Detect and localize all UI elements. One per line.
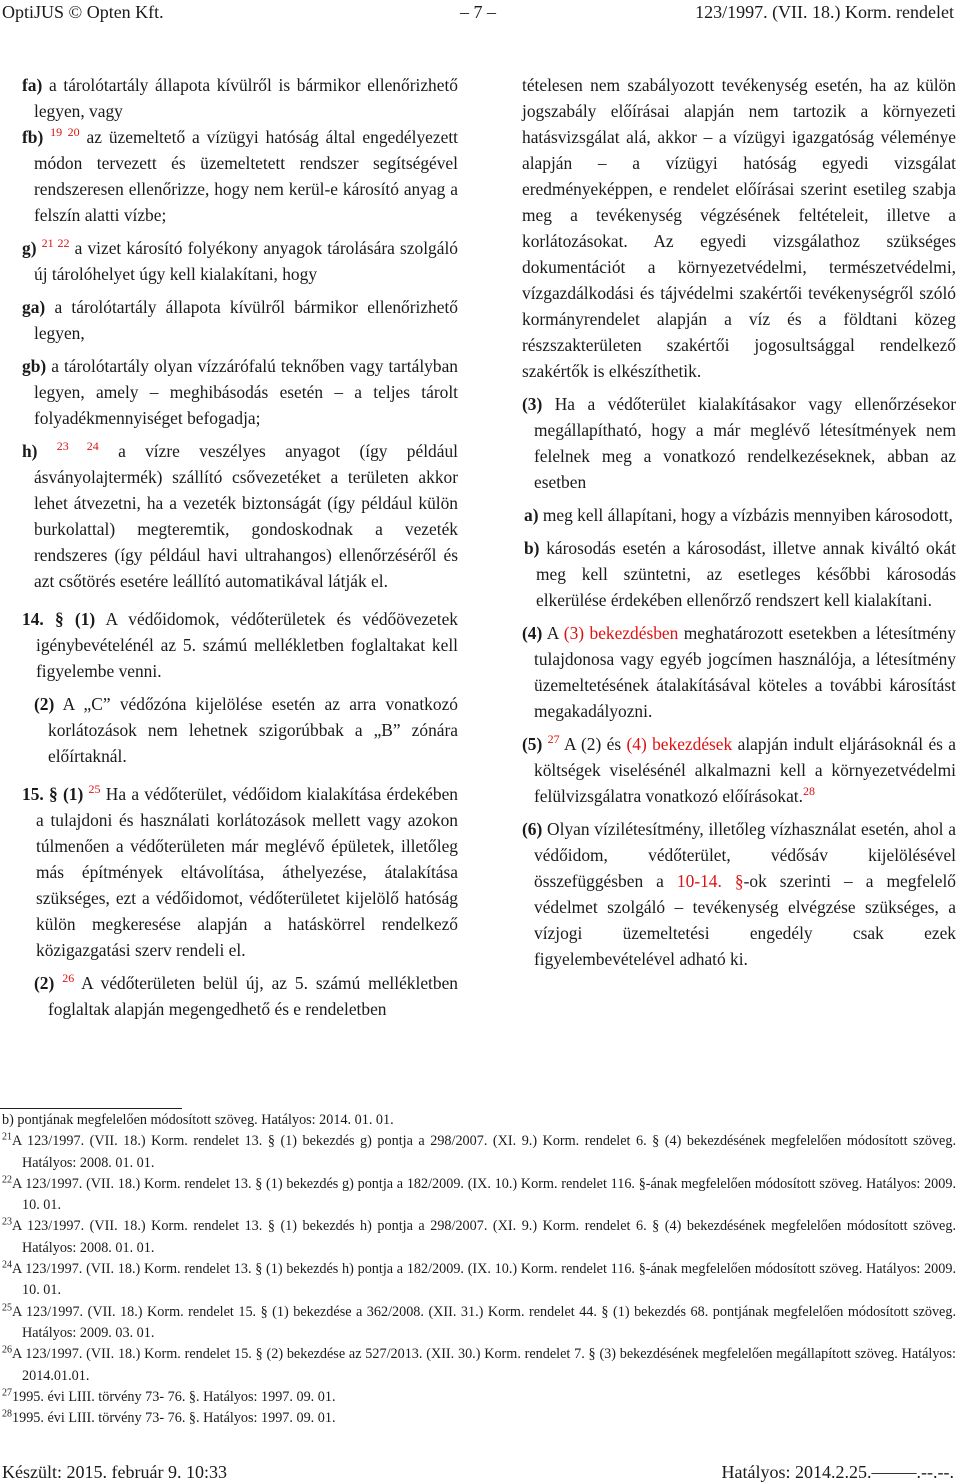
footnote-continued: b) pontjának megfelelően módosított szöveg. Hatályos: 2014. 01. 01. — [2, 1112, 394, 1128]
point-g: g) $^{21 22}$ a vizet károsító folyékony anyagok tárolására szolgáló új tárolóhelyet úgy kell kialakítani, hogy — [22, 236, 458, 284]
footnote-ref-28[interactable]: 28 — [802, 784, 815, 799]
link-4-bekezdesek[interactable]: (4) bekezdések — [626, 734, 733, 754]
left-column — [22, 72, 458, 1029]
footer-created: Készült: 2015. február 9. 10:33 — [2, 1462, 227, 1482]
link-paragraph-sign[interactable]: § — [734, 871, 744, 891]
para-4: (4) A (3) bekezdésben meghatározott esetekben a létesítmény tulajdonosa vagy egyéb jogcímen használója, a létesítmény üzemeltetésének átalakításával köteles a további károsítást megakadályozni. — [522, 623, 956, 721]
footnote-24: $^{24}$A 123/1997. (VII. 18.) Korm. rendelet 13. § (1) bekezdés h) pontja a 182/2009. (IX. 10.) Korm. rendelet 116. §-ának megfelelően módosított szöveg. Hatályos: 2009. 10. 01. — [2, 1259, 956, 1299]
section-15-label: 15. § — [22, 784, 58, 804]
point-gb: gb) a tárolótartály olyan vízzárófalú teknőben vagy tartályban legyen, amely – meghibásodás esetén – a teljes tárolt folyadékmennyiséget befogadja; — [22, 356, 458, 428]
section-14-label: 14. § — [22, 609, 64, 629]
page-footer — [0, 1460, 960, 1484]
section-14-para-1: 14. § (1) A védőidomok, védőterületek és védőövezetek igénybevételénél az 5. számú mellékletben foglaltakat kell figyelembe venni. — [22, 609, 458, 681]
right-column — [508, 72, 956, 979]
footnote-27: $^{27}$1995. évi LIII. törvény 73- 76. §. Hatályos: 1997. 09. 01. — [2, 1387, 336, 1405]
footnote-21: $^{21}$A 123/1997. (VII. 18.) Korm. rendelet 13. § (1) bekezdés g) pontja a 298/2007. (XI. 9.) Korm. rendelet 6. § (4) bekezdésének megfelelően módosított szöveg. Hatályos: 2008. 01. 01. — [2, 1131, 956, 1171]
footnote-28: $^{28}$1995. évi LIII. törvény 73- 76. §. Hatályos: 1997. 09. 01. — [2, 1408, 336, 1427]
point-fb: fb) $^{19 20}$ az üzemeltető a vízügyi hatóság által engedélyezett módon tervezett és üzemeltetett rendszer segítségével rendszeresen ellenőrizze, hogy nem kerül-e károsító anyag a felszín alatti vízbe; — [22, 125, 458, 225]
footnote-22: $^{22}$A 123/1997. (VII. 18.) Korm. rendelet 13. § (1) bekezdés g) pontja a 182/2009. (IX. 10.) Korm. rendelet 116. §-ának megfelelően módosított szöveg. Hatályos: 2009. 10. 01. — [2, 1174, 956, 1214]
para-3: (3) Ha a védőterület kialakításakor vagy ellenőrzésekor megállapítható, hogy a már meglévő létesítmények nem felelnek meg a vonatkozó rendelkezéseknek, abban az esetben — [522, 394, 956, 492]
footnote-ref-21-22[interactable]: 21 22 — [41, 236, 70, 251]
footnote-ref-27[interactable]: 27 — [547, 732, 560, 747]
link-3-bekezdes[interactable]: (3) bekezdésben — [563, 623, 679, 643]
header-page-number: – 7 – — [460, 2, 496, 22]
footnote-25: $^{25}$A 123/1997. (VII. 18.) Korm. rendelet 15. § (1) bekezdése a 362/2008. (XII. 31.) Korm. rendelet 44. § (1) bekezdés 68. pontjának megfelelően módosított szöveg. Hatályos: 2009. 03. 01. — [2, 1301, 956, 1341]
footnote-ref-26[interactable]: 26 — [62, 971, 75, 986]
page-header — [0, 0, 960, 24]
footnote-26: $^{26}$A 123/1997. (VII. 18.) Korm. rendelet 15. § (2) bekezdése az 527/2013. (XII. 30.) Korm. rendelet 7. § (3) bekezdésének megfelelően megállapított szöveg. Hatályos: 2014.01.01. — [2, 1344, 956, 1384]
section-15-para-1: 15. § (1) $^{25}$ Ha a védőterület, védőidom kialakítása érdekében a tulajdoni és használati korlátozások mellett vagy azokon túlmenően a védőterületen már meglévő épületek, illetőleg más építmények eltávolítása, áthelyezése, átalakítása szükséges, ezt a védőidomot, védőterületet kijelölő hatóság külön megkeresése alapján a hatáskörrel rendelkező közigazgatási szerv rendeli el. — [22, 782, 458, 960]
footnotes — [2, 1110, 956, 1429]
link-10-14[interactable]: 10-14. — [676, 871, 722, 891]
para-5: (5) $^{27}$ A (2) és (4) bekezdések alapján indult eljárásoknál és a költségek viselésénél alkalmazni kell a környezetvédelmi felülvizsgálatra vonatkozó előírásokat.$^{28}$ — [522, 732, 956, 806]
header-document-title: 123/1997. (VII. 18.) Korm. rendelet — [695, 2, 954, 22]
footnote-ref-23-24[interactable]: 23 24 — [56, 439, 99, 454]
section-15-para-2: (2) $^{26}$ A védőterületen belül új, az 5. számú mellékletben foglaltak alapján megengedhető és e rendeletben — [34, 971, 458, 1019]
point-ga: ga) a tárolótartály állapota kívülről bármikor ellenőrizhető legyen, — [22, 297, 458, 343]
para-6: (6) Olyan vízilétesítmény, illetőleg vízhasználat esetén, ahol a védőidom, védőterület, védősáv kijelölésével összefüggésben a 10-14. §-ok szerinti – a megfelelő védelmet szolgáló – tevékenység elvégzése szükséges, a vízjogi üzemeltetési engedély csak ezek figyelembevételével adható ki. — [522, 819, 956, 969]
footer-effective: Hatályos: 2014.2.25.–––––.--.--. — [721, 1462, 954, 1482]
para-2-continued: tételesen nem szabályozott tevékenység esetén, ha az külön jogszabály előírásai alapján nem tartozik a környezeti hatásvizsgálat alá, akkor – a vízügyi igazgatóság véleménye alapján – a vízügyi hatóság egyedi vizsgálat eredményeképpen, e rendelet előírásai szerint esetileg szabja meg a tevékenység végzésének feltételeit, illetve a korlátozásokat. Az egyedi vizsgálathoz szükséges dokumentációt a környezetvédelmi, természetvédelmi, vízgazdálkodási és tájvédelmi szakértői tevékenységről szóló kormányrendelet alapján a víz és a földtani közeg részszakterületen szakértői jogosultsággal rendelkező szakértők is elkészíthetik. — [522, 75, 956, 381]
footnote-ref-19-20[interactable]: 19 20 — [50, 125, 80, 140]
footnote-divider — [0, 1108, 182, 1109]
footnote-ref-25[interactable]: 25 — [88, 782, 101, 797]
point-h: h) $^{23 24}$ a vízre veszélyes anyagot (így például ásványolajtermék) szállító csővezetéket a területen akkor lehet átvezetni, ha a vezeték biztonságát (így például külön burkolattal) megteremtik, gondoskodnak a vezeték rendszeres (így például havi ultrahangos) ellenőrzéséről és azt csőtörés esetére leállító automatikával látják el. — [22, 439, 458, 591]
header-publisher: OptiJUS © Opten Kft. — [2, 2, 164, 22]
point-fa: fa) a tárolótartály állapota kívülről is bármikor ellenőrizhető legyen, vagy — [22, 75, 458, 121]
section-14-para-2: (2) A „C” védőzóna kijelölése esetén az arra vonatkozó korlátozások nem lehetnek szigorúbbak a „B” zónára előírtaknál. — [34, 694, 458, 766]
point-b: b) károsodás esetén a károsodást, illetve annak kiváltó okát meg kell szüntetni, az esetleges későbbi károsodás elkerülése érdekében ellenőrző rendszert kell kialakítani. — [524, 538, 956, 610]
footnote-23: $^{23}$A 123/1997. (VII. 18.) Korm. rendelet 13. § (1) bekezdés h) pontja a 298/2007. (XI. 9.) Korm. rendelet 6. § (4) bekezdésének megfelelően módosított szöveg. Hatályos: 2008. 01. 01. — [2, 1216, 956, 1256]
point-a: a) meg kell állapítani, hogy a vízbázis mennyiben károsodott, — [524, 505, 953, 525]
